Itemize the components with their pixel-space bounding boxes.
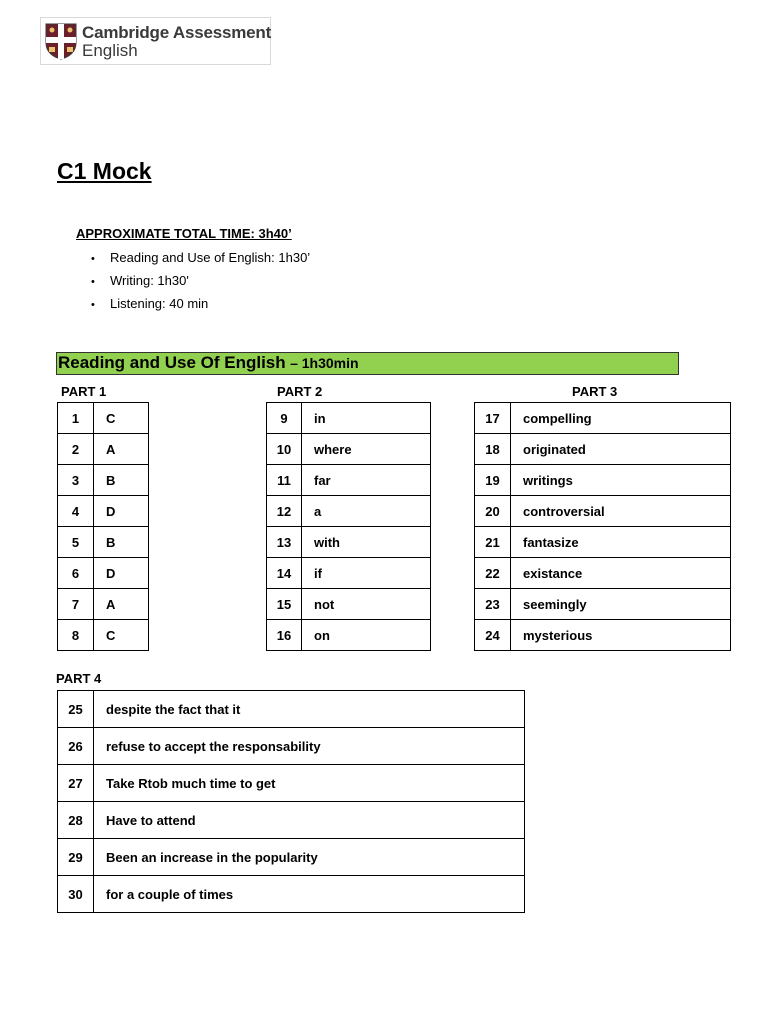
time-item: • Listening: 40 min [91,295,310,318]
question-number: 18 [475,434,511,465]
time-item: • Reading and Use of English: 1h30’ [91,249,310,272]
part3-label: PART 3 [572,384,618,399]
question-number: 19 [475,465,511,496]
question-number: 16 [267,620,302,651]
answer-cell: C [94,620,149,651]
logo-text-line1: Cambridge Assessment [82,23,272,42]
question-number: 29 [58,839,94,876]
table-row [58,527,149,558]
answer-cell: A [94,589,149,620]
table-row [58,728,525,765]
question-number: 6 [58,558,94,589]
time-breakdown-list [91,249,310,318]
question-number: 2 [58,434,94,465]
cambridge-shield-icon [45,23,77,60]
table-row [475,465,731,496]
answer-cell: controversial [511,496,731,527]
answer-cell: where [302,434,431,465]
cambridge-logo [40,17,271,65]
answer-cell: existance [511,558,731,589]
question-number: 21 [475,527,511,558]
question-number: 1 [58,403,94,434]
question-number: 9 [267,403,302,434]
question-number: 26 [58,728,94,765]
table-row [267,589,431,620]
table-row [58,691,525,728]
answer-cell: mysterious [511,620,731,651]
question-number: 17 [475,403,511,434]
question-number: 7 [58,589,94,620]
answer-cell: D [94,558,149,589]
answer-cell: if [302,558,431,589]
table-row [475,589,731,620]
part4-label: PART 4 [56,671,102,686]
logo-text-line2: English [82,41,138,60]
table-row [58,802,525,839]
table-row [58,620,149,651]
total-time-heading: APPROXIMATE TOTAL TIME: 3h40’ [76,226,292,241]
answer-cell: A [94,434,149,465]
answer-cell: writings [511,465,731,496]
question-number: 13 [267,527,302,558]
table-row [267,558,431,589]
table-row [58,765,525,802]
question-number: 10 [267,434,302,465]
question-number: 28 [58,802,94,839]
part4-table [57,690,525,913]
bullet-icon: • [91,276,95,288]
section-title: Reading and Use Of English [58,353,286,372]
table-row [475,527,731,558]
table-row [475,620,731,651]
bullet-icon: • [91,253,95,265]
part3-table [474,402,731,651]
part1-label: PART 1 [61,384,107,399]
answer-cell: on [302,620,431,651]
table-row [267,403,431,434]
table-row [58,558,149,589]
answer-cell: with [302,527,431,558]
question-number: 5 [58,527,94,558]
answer-cell: compelling [511,403,731,434]
question-number: 15 [267,589,302,620]
time-item: • Writing: 1h30' [91,272,310,295]
table-row [475,558,731,589]
answer-cell: not [302,589,431,620]
table-row [475,496,731,527]
answer-cell: Take Rtob much time to get [94,765,525,802]
table-row [475,434,731,465]
question-number: 12 [267,496,302,527]
question-number: 30 [58,876,94,913]
part2-label: PART 2 [277,384,323,399]
answer-cell: B [94,527,149,558]
question-number: 14 [267,558,302,589]
table-row [267,434,431,465]
question-number: 23 [475,589,511,620]
answer-cell: for a couple of times [94,876,525,913]
bullet-icon: • [91,299,95,311]
question-number: 8 [58,620,94,651]
page-title: C1 Mock [57,158,152,184]
question-number: 3 [58,465,94,496]
part2-table [266,402,431,651]
question-number: 22 [475,558,511,589]
answer-cell: far [302,465,431,496]
table-row [267,496,431,527]
table-row [58,403,149,434]
section-header-bar [56,352,679,375]
answer-cell: Have to attend [94,802,525,839]
answer-cell: B [94,465,149,496]
part1-table [57,402,149,651]
answer-cell: Been an increase in the popularity [94,839,525,876]
question-number: 25 [58,691,94,728]
answer-cell: a [302,496,431,527]
answer-cell: D [94,496,149,527]
section-subtitle: – 1h30min [290,355,359,371]
answer-cell: C [94,403,149,434]
table-row [58,465,149,496]
answer-cell: refuse to accept the responsability [94,728,525,765]
table-row [58,839,525,876]
answer-cell: despite the fact that it [94,691,525,728]
answer-cell: originated [511,434,731,465]
table-row [267,465,431,496]
answer-cell: in [302,403,431,434]
table-row [267,620,431,651]
table-row [58,876,525,913]
table-row [267,527,431,558]
table-row [58,589,149,620]
table-row [58,496,149,527]
answer-cell: seemingly [511,589,731,620]
question-number: 20 [475,496,511,527]
answer-cell: fantasize [511,527,731,558]
question-number: 24 [475,620,511,651]
table-row [58,434,149,465]
question-number: 4 [58,496,94,527]
question-number: 27 [58,765,94,802]
table-row [475,403,731,434]
question-number: 11 [267,465,302,496]
